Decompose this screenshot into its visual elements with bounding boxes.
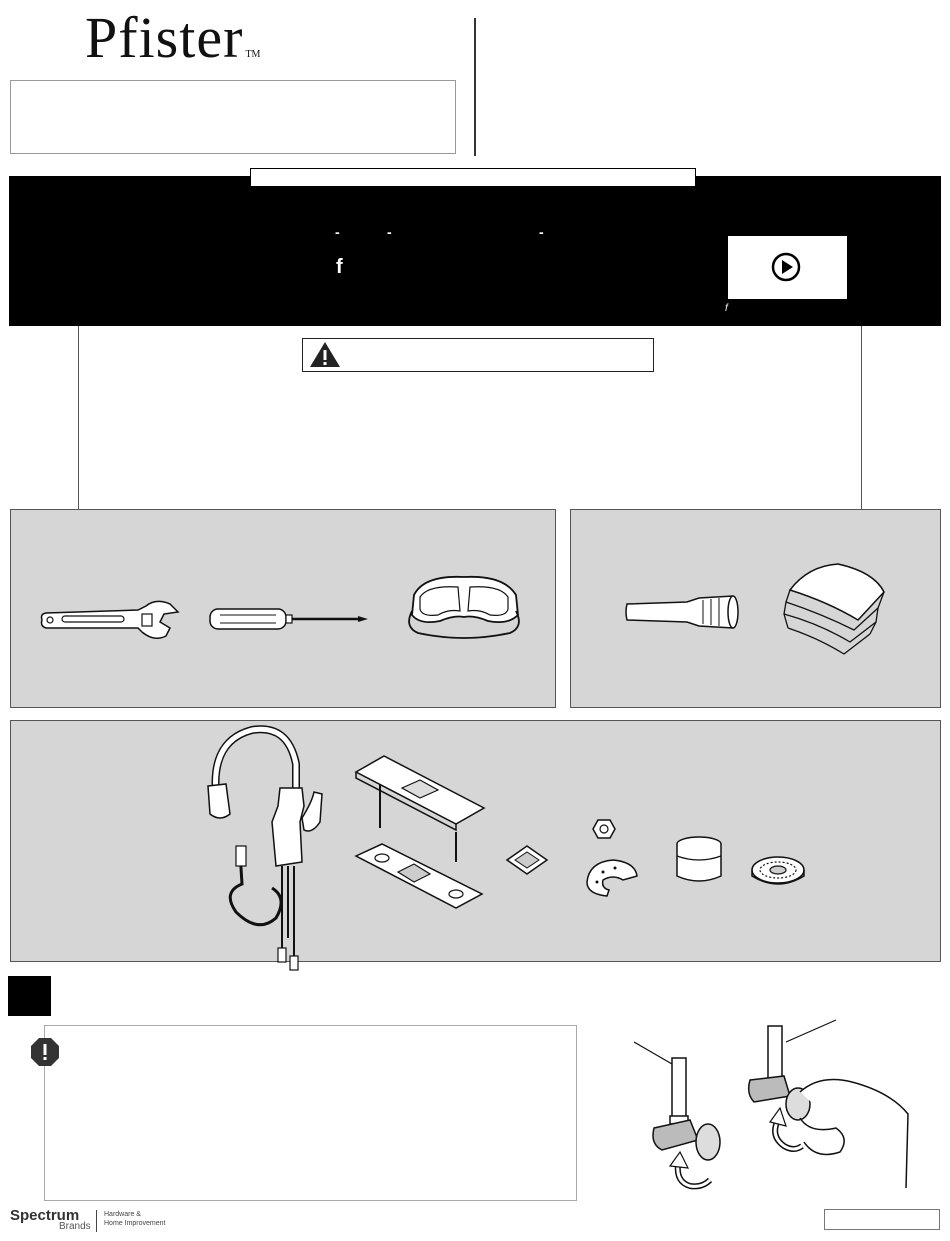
logo-text: Pfister bbox=[85, 5, 244, 70]
logo-trademark: TM bbox=[245, 49, 261, 60]
pfister-logo bbox=[85, 4, 260, 71]
play-icon[interactable] bbox=[771, 252, 801, 282]
adjustable-wrench-icon bbox=[38, 600, 180, 644]
faucet-assembly-icon bbox=[196, 722, 336, 978]
safety-goggles-icon bbox=[404, 571, 524, 643]
exclamation-octagon-icon bbox=[30, 1037, 60, 1067]
band-tab bbox=[250, 168, 696, 187]
weight-icon bbox=[750, 854, 806, 890]
spectrum-brand-logo: Spectrum bbox=[10, 1207, 80, 1224]
division-line-2: Home Improvement bbox=[104, 1220, 166, 1227]
header-divider bbox=[474, 18, 476, 156]
putty-jar-icon bbox=[673, 834, 725, 886]
f-mark: f bbox=[336, 256, 343, 278]
step-number-box bbox=[8, 976, 51, 1016]
dash-mark: - bbox=[387, 224, 392, 240]
warning-box bbox=[302, 338, 654, 372]
warning-triangle-icon bbox=[309, 341, 341, 368]
shut-off-valve-right-icon bbox=[740, 1018, 920, 1194]
division-text bbox=[104, 1210, 165, 1228]
brands-text: Brands bbox=[59, 1221, 91, 1232]
document-number-box bbox=[824, 1209, 940, 1230]
gasket-icon bbox=[503, 842, 551, 878]
towels-icon bbox=[778, 562, 888, 658]
note-box bbox=[44, 1025, 577, 1201]
footer-separator bbox=[96, 1210, 97, 1232]
connector-line-right bbox=[861, 326, 862, 509]
tiny-mark: f bbox=[725, 303, 728, 314]
nut-icon bbox=[592, 818, 616, 840]
dash-mark: - bbox=[539, 224, 544, 240]
mounting-bracket-icon bbox=[583, 858, 639, 898]
shut-off-valve-left-icon bbox=[632, 1040, 728, 1200]
division-line-1: Hardware & bbox=[104, 1211, 141, 1218]
screwdriver-icon bbox=[208, 606, 370, 632]
flashlight-icon bbox=[623, 592, 741, 632]
connector-line-left bbox=[78, 326, 79, 509]
dash-mark: - bbox=[335, 224, 340, 240]
deck-plate-icon bbox=[352, 752, 488, 928]
product-info-box bbox=[10, 80, 456, 154]
